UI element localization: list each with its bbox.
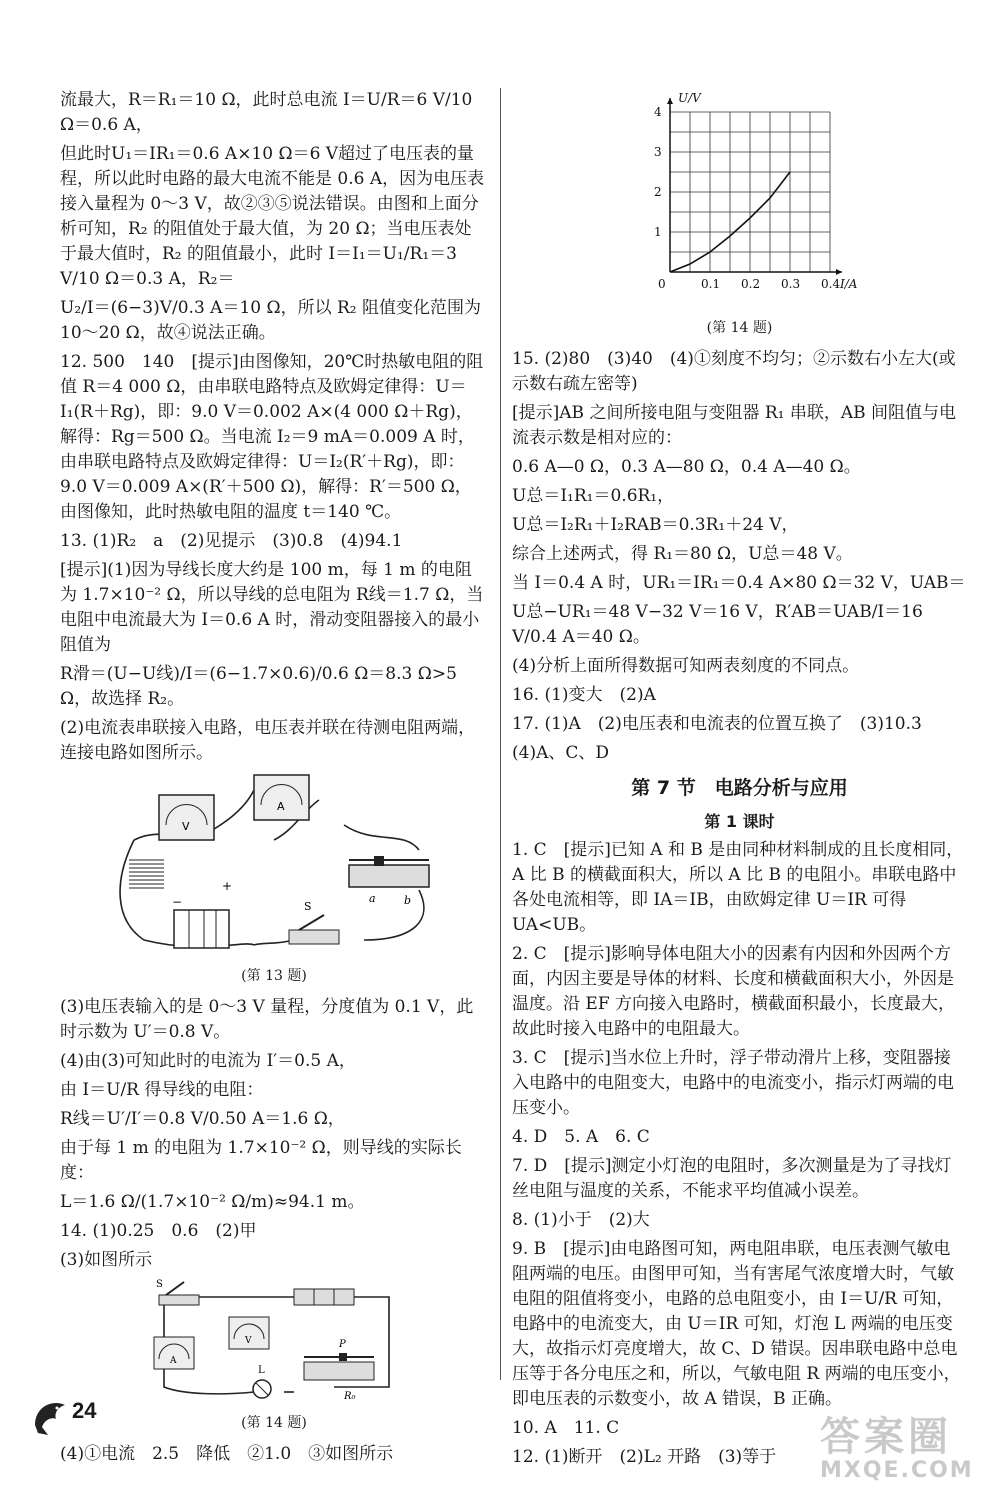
x-tick-label: 0.4 (820, 277, 840, 291)
circuit-figure-13 (104, 770, 444, 960)
x-tick-label: 0.1 (700, 277, 720, 291)
y-tick-label: 4 (653, 105, 662, 119)
switch-icon (156, 1279, 199, 1305)
text-line: 流最大，R＝R₁＝10 Ω，此时总电流 I＝U/R＝6 V/10 Ω＝0.6 A， (60, 90, 473, 135)
x-axis-label: I/A (839, 277, 857, 291)
answer-4-6: 4. D 5. A 6. C (512, 1127, 650, 1147)
voltmeter-icon (229, 1317, 269, 1349)
chart-caption: (第 14 题) (706, 320, 773, 336)
y-tick-label: 1 (653, 225, 662, 239)
answer-14-part4: (4)①电流 2.5 降低 ②1.0 ③如图所示 (60, 1444, 394, 1464)
answer-7: 7. D [提示]测定小灯泡的电阻时，多次测量是为了寻找灯丝电阻与温度的关系，不能求平均值减小误差。 (512, 1156, 952, 1201)
answer-3: 3. C [提示]当水位上升时，浮子带动滑片上移，变阻器接入电路中的电阻变大，电路中的电流变小，指示灯两端的电压变小。 (512, 1048, 954, 1118)
subsection-title: 第 1 课时 (704, 812, 775, 831)
left-column (60, 88, 488, 1471)
formula-r-slide: R滑＝(U−U线)/I＝(6−1.7×0.6)/0.6 Ω＝8.3 Ω>5 Ω，故选择 R₂。 (60, 664, 457, 709)
svg-text:a: a (369, 892, 376, 905)
answer-9: 9. B [提示]由电路图可知，两电阻串联，电压表测气敏电阻两端的电压。由图甲可知，当有害尾气浓度增大时，气敏电阻的阻值将变小，电路的总电阻变小，由 I＝U/R 可知，电路中的电流变大，由 U＝IR 可知，灯泡 L 两端的电压变大，故指示灯亮度增大，故 C、D 错误。因串联电路中总电压等于各分电压之和，所以，气敏电阻 R 两端的电压变小，即电压表的示数变小，故 A 错误，B 正确。 (512, 1239, 961, 1409)
y-tick-label: 3 (653, 145, 662, 159)
text-line: (4)分析上面所得数据可知两表刻度的不同点。 (512, 656, 860, 676)
svg-text:A: A (277, 800, 285, 813)
svg-text:b: b (404, 894, 412, 907)
answer-13-part4: (4)由(3)可知此时的电流为 I′＝0.5 A， (60, 1051, 356, 1071)
x-tick-label: 0.2 (740, 277, 760, 291)
switch-icon (289, 900, 339, 944)
formula-length: L＝1.6 Ω/(1.7×10⁻² Ω/m)≈94.1 m。 (60, 1192, 365, 1212)
answer-14-part3: (3)如图所示 (60, 1250, 153, 1270)
figure-13-caption: (第 13 题) (241, 968, 307, 984)
formula-r-line: R线＝U′/I′＝0.8 V/0.50 A＝1.6 Ω， (60, 1109, 345, 1129)
ammeter-icon (254, 775, 309, 820)
answer-12: 12. (1)断开 (2)L₂ 开路 (3)等于 (512, 1447, 777, 1467)
answer-2: 2. C [提示]影响导体电阻大小的因素有内因和外因两个方面，内因主要是导体的材料、长度和横截面积大小，外因是温度。沿 EF 方向接入电路时，横截面积最小，长度最大，故此时接入电路中的电阻最大。 (512, 944, 956, 1039)
hint-15: [提示]AB 之间所接电阻与变阻器 R₁ 串联，AB 间阻值与电流表示数是相对应的： (512, 403, 957, 448)
x-tick-label: 0 (657, 277, 666, 291)
column-divider (500, 88, 501, 1380)
svg-text:V: V (182, 820, 190, 833)
watermark-line1: 答案圈 (820, 1414, 952, 1460)
right-column (512, 88, 967, 1474)
x-axis-arrow (836, 269, 842, 275)
answer-12: 12. 500 140 [提示]由图像知，20℃时热敏电阻的阻值 R＝4 000 Ω，由串联电路特点及欧姆定律得：U＝I₁(R＋Rg)，即：9.0 V＝0.002 A×(4 000 Ω＋Rg)，解得：Rg＝500 Ω。当电流 I₂＝9 mA＝0.009 A 时，由串联电路特点及欧姆定律得：U＝I₂(R′＋Rg)，即：9.0 V＝0.009 A×(R′＋500 Ω)，解得：R′＝500 Ω，由图像知，此时热敏电阻的温度 t＝140 ℃。 (60, 352, 484, 522)
svg-text:−: − (172, 895, 183, 909)
svg-text:S: S (156, 1279, 163, 1290)
formula-line: 由 I＝U/R 得导线的电阻： (60, 1080, 264, 1100)
svg-text:A: A (170, 1356, 177, 1366)
text-paragraph: U₂/I＝(6−3)V/0.3 A＝10 Ω，所以 R₂ 阻值变化范围为 10～20 Ω，故④说法正确。 (60, 298, 481, 343)
rheostat-icon (304, 1339, 374, 1402)
answer-8: 8. (1)小于 (2)大 (512, 1210, 650, 1230)
y-axis-arrow (667, 98, 673, 104)
svg-text:L: L (258, 1365, 265, 1376)
text-paragraph: 但此时U₁＝IR₁＝0.6 A×10 Ω＝6 V超过了电压表的量程，所以此时电路的最大电流不能是 0.6 A，因为电压表接入量程为 0～3 V，故②③⑤说法错误。由图和上面分析可知，R₂ 的阻值处于最大值，为 20 Ω；当电压表处于最大值时，R₂ 的阻值最小，此时 I＝I₁＝U₁/R₁＝3 V/10 Ω＝0.3 A，R₂＝ (60, 144, 485, 289)
answer-14: 14. (1)0.25 0.6 (2)甲 (60, 1221, 257, 1241)
y-tick-label: 2 (653, 185, 662, 199)
x-tick-label: 0.3 (780, 277, 800, 291)
answer-17: 17. (1)A (2)电压表和电流表的位置互换了 (3)10.3 (512, 714, 922, 734)
y-axis-label: U/V (677, 91, 701, 105)
answer-10-11: 10. A 11. C (512, 1418, 620, 1438)
wire-coil-icon (129, 860, 164, 888)
formula-line: U总−UR₁＝48 V−32 V＝16 V，R′AB＝UAB/I＝16 V/0.4 A＝40 Ω。 (512, 602, 923, 647)
hint-13-part2: (2)电流表串联接入电路，电压表并联在待测电阻两端，连接电路如图所示。 (60, 718, 476, 763)
svg-text:+: + (222, 879, 233, 893)
page-number: 24 (72, 1398, 97, 1423)
dolphin-logo-icon (30, 1395, 70, 1445)
svg-text:V: V (245, 1336, 252, 1346)
watermark (820, 1405, 974, 1483)
text-line: 综合上述两式，得 R₁＝80 Ω，U总＝48 V。 (512, 544, 853, 564)
answer-1: 1. C [提示]已知 A 和 B 是由同种材料制成的且长度相同，A 比 B 的横截面积大，所以 A 比 B 的电阻小。串联电路中各处电流相等，即 IA＝IB，由欧姆定律 U＝IR 可得 UA<UB。 (512, 840, 964, 935)
u-i-chart (630, 91, 857, 312)
section-title: 第 7 节 电路分析与应用 (631, 777, 848, 799)
answer-15: 15. (2)80 (3)40 (4)①刻度不均匀；②示数右小左大(或示数右疏左密等) (512, 349, 956, 394)
answer-13: 13. (1)R₂ a (2)见提示 (3)0.8 (4)94.1 (60, 531, 403, 551)
answer-16: 16. (1)变大 (2)A (512, 685, 656, 705)
formula-line: U总＝I₁R₁＝0.6R₁， (512, 486, 675, 506)
battery-icon (172, 879, 232, 948)
text-line: 0.6 A—0 Ω，0.3 A—80 Ω，0.4 A—40 Ω。 (512, 457, 861, 477)
svg-text:P: P (339, 1339, 346, 1350)
voltmeter-icon (159, 795, 214, 840)
hint-13: [提示](1)因为导线长度大约是 100 m，每 1 m 的电阻为 1.7×10⁻² Ω，所以导线的总电阻为 R线＝1.7 Ω，当电阻中电流最大为 I＝0.6 A 时，滑动变阻器接入的最小阻值为 (60, 560, 484, 655)
answer-17-part4: (4)A、C、D (512, 743, 609, 763)
ammeter-icon (154, 1337, 194, 1369)
rheostat-icon (349, 856, 429, 907)
formula-line: 当 I＝0.4 A 时，UR₁＝IR₁＝0.4 A×80 Ω＝32 V，UAB＝ (512, 573, 966, 593)
battery-icon (294, 1289, 354, 1305)
formula-line: U总＝I₂R₁＋I₂RAB＝0.3R₁＋24 V， (512, 515, 799, 535)
circuit-figure-14 (144, 1277, 404, 1407)
watermark-line2: MXQE.COM (820, 1458, 974, 1483)
figure-14-caption: (第 14 题) (241, 1415, 307, 1431)
answer-13-part3: (3)电压表输入的是 0～3 V 量程，分度值为 0.1 V，此时示数为 U′＝0.8 V。 (60, 997, 474, 1042)
lamp-icon (253, 1365, 271, 1398)
svg-text:R₀: R₀ (344, 1391, 356, 1402)
svg-text:S: S (304, 900, 312, 913)
text-line: 由于每 1 m 的电阻为 1.7×10⁻² Ω，则导线的实际长度： (60, 1138, 462, 1183)
